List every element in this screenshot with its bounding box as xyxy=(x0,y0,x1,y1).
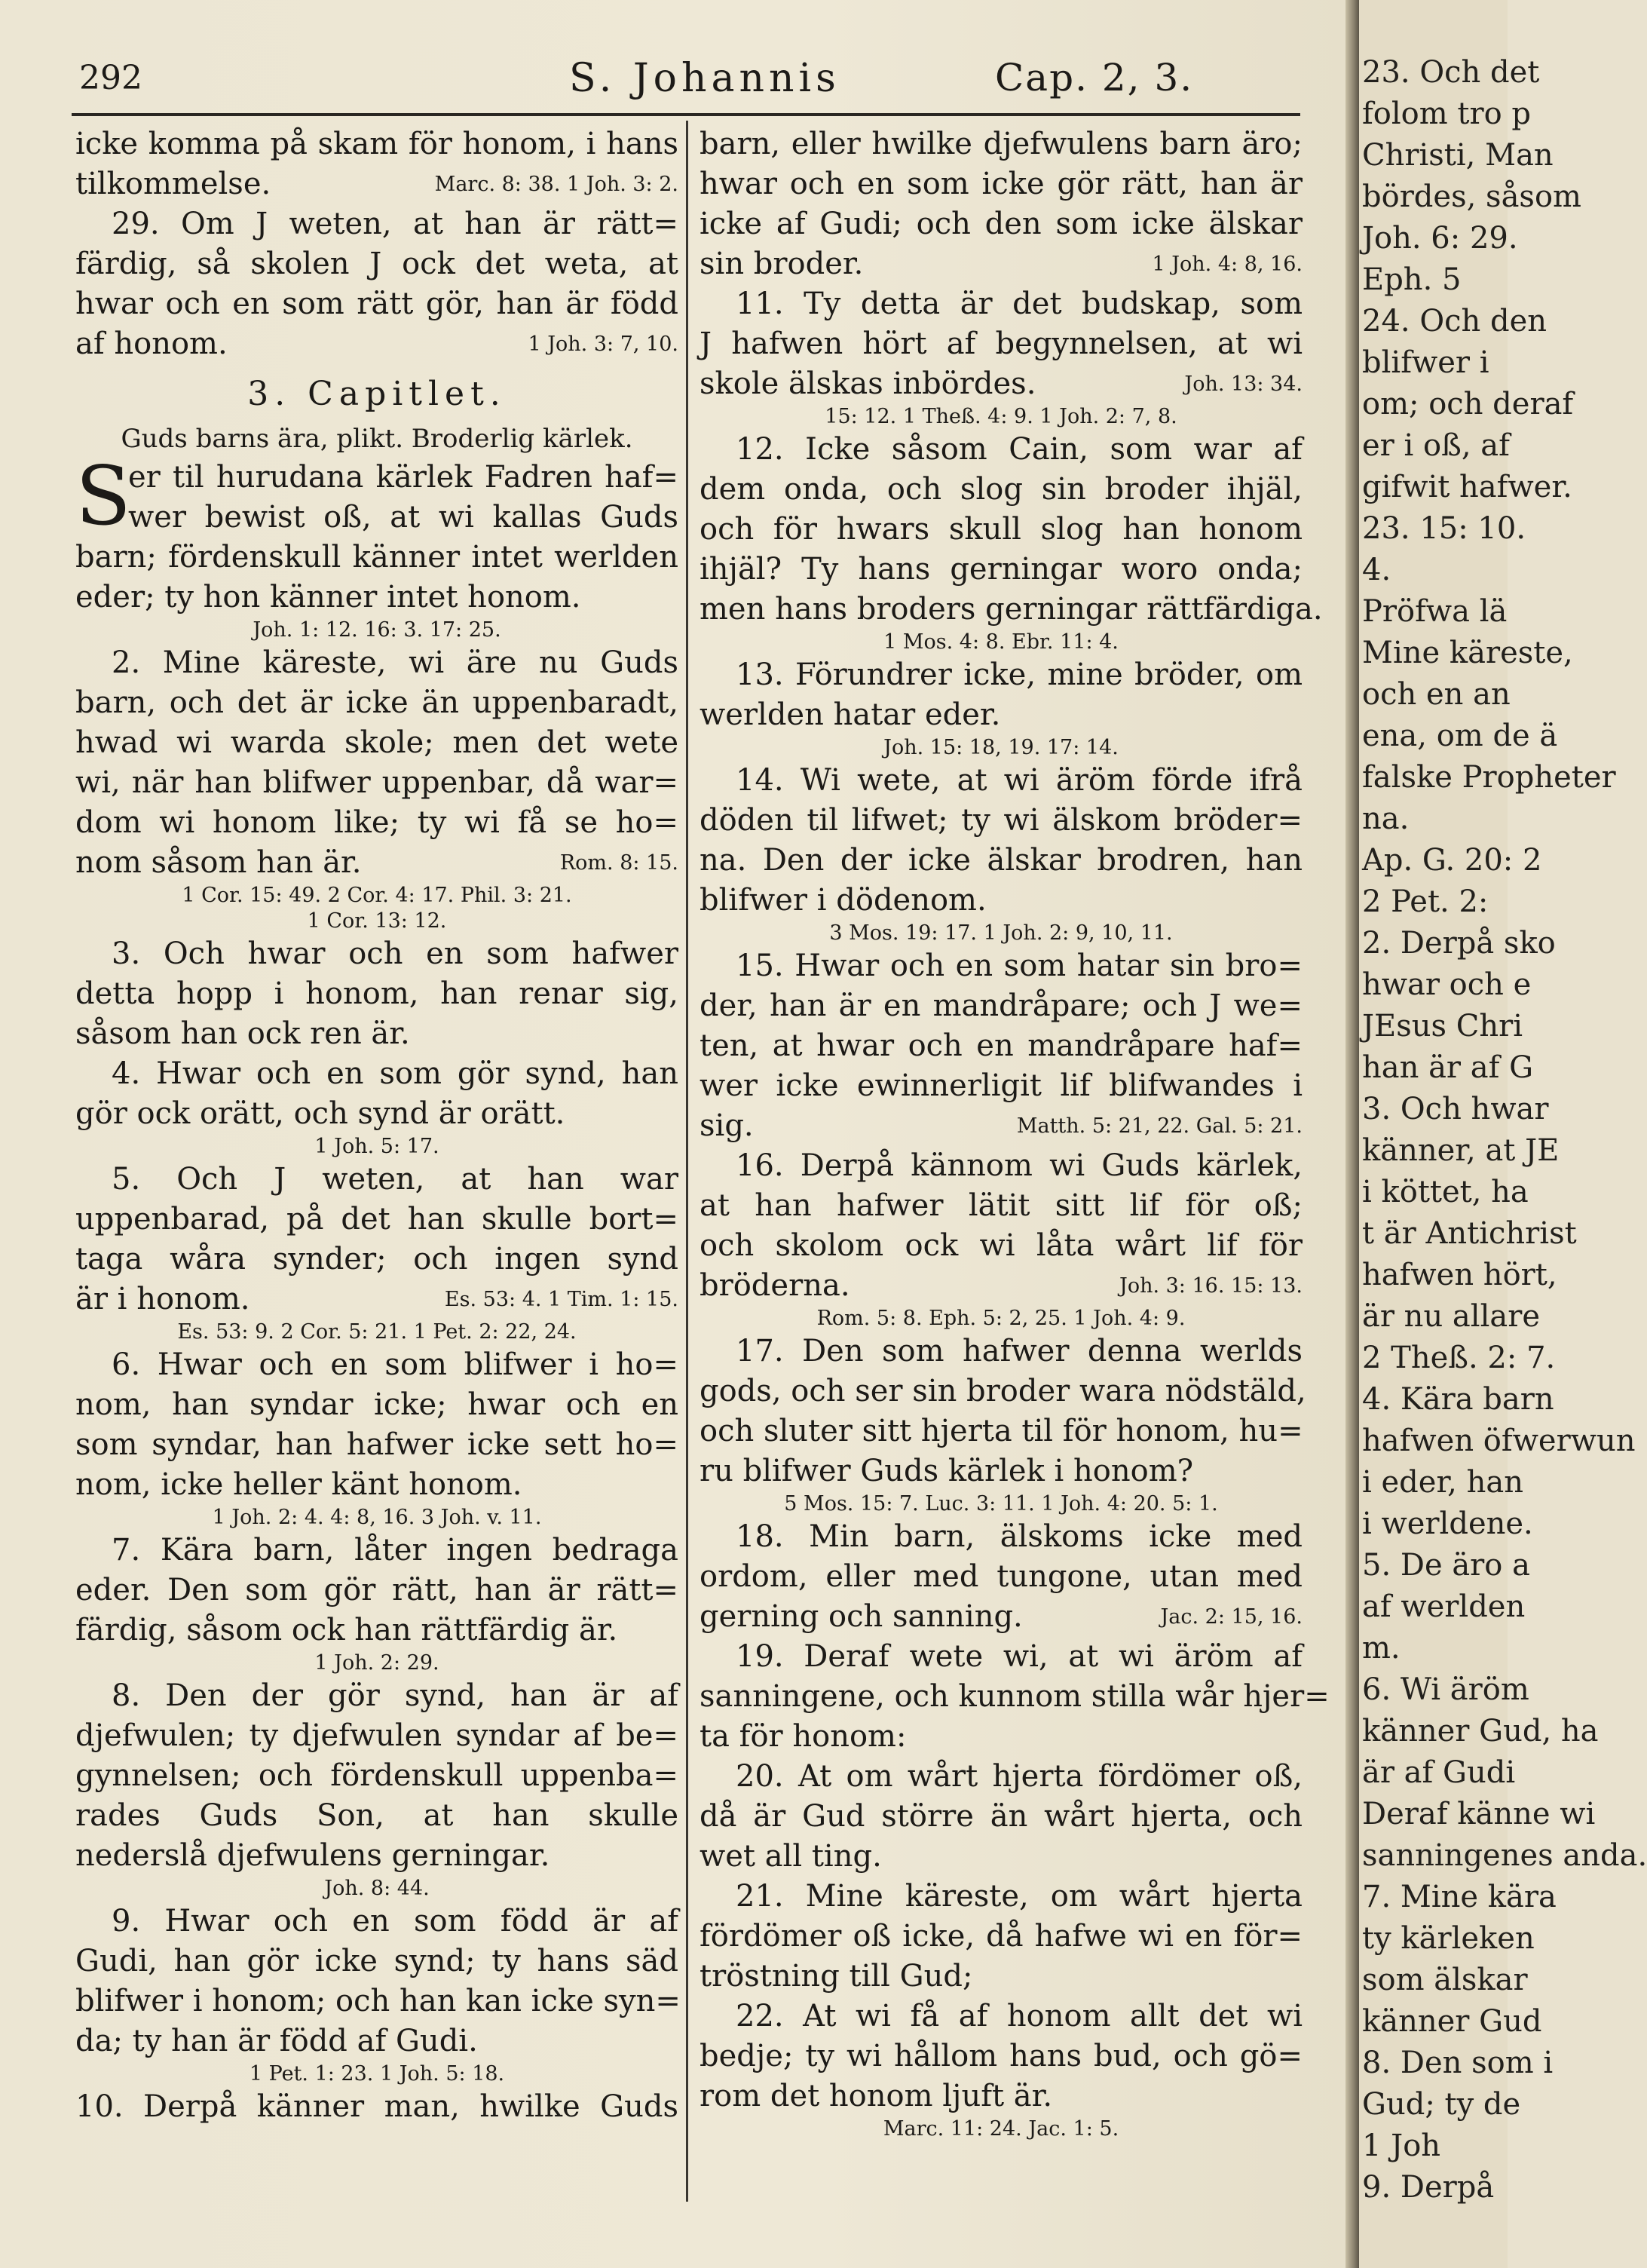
verse-20: 20. At om wårt hjerta fördömer oß, xyxy=(736,1759,1303,1794)
adjacent-page-line: na. xyxy=(1362,801,1410,836)
verse-10: 10. Derpå känner man, hwilke Guds xyxy=(75,2089,678,2124)
text-line: icke af Gudi; och den som icke älskar xyxy=(700,207,1303,241)
verse-reference: 3 Mos. 19: 17. 1 Joh. 2: 9, 10, 11. xyxy=(829,921,1173,945)
text-line: wer bewist oß, at wi kallas Guds xyxy=(128,500,678,535)
adjacent-page-line: folom tro p xyxy=(1362,97,1532,131)
text-line: at han hafwer lätit sitt lif för oß; xyxy=(700,1188,1303,1223)
verse-reference: Matth. 5: 21, 22. Gal. 5: 21. xyxy=(1016,1114,1303,1138)
text-line xyxy=(75,843,678,883)
adjacent-page-line: 2 Pet. 2: xyxy=(1362,884,1489,919)
adjacent-page-line: Pröfwa lä xyxy=(1362,594,1508,629)
text-line: nom, icke heller känt honom. xyxy=(75,1467,522,1502)
verse-reference: 1 Joh. 3: 7, 10. xyxy=(528,333,678,356)
text-line: färdig, så skolen J ock det weta, at xyxy=(75,247,678,281)
text-line: barn, och det är icke än uppenbaradt, xyxy=(75,685,678,720)
adjacent-page-line: känner Gud, ha xyxy=(1362,1714,1599,1749)
text-line: fördömer oß icke, då hafwe wi en för= xyxy=(700,1919,1303,1954)
text-line: då är Gud större än wårt hjerta, och xyxy=(700,1799,1303,1834)
adjacent-page-line: sanningenes anda. xyxy=(1362,1838,1647,1873)
text-line xyxy=(75,324,678,364)
drop-cap: S xyxy=(75,449,131,544)
verse-3: 3. Och hwar och en som hafwer xyxy=(112,936,678,971)
text-line: gynnelsen; och fördenskull uppenba= xyxy=(75,1758,678,1793)
text-line: der, han är en mandråpare; och J we= xyxy=(700,988,1303,1023)
adjacent-page-line: blifwer i xyxy=(1362,345,1489,380)
page-gutter-edge xyxy=(1345,0,1359,2268)
adjacent-page-line: 6. Wi äröm xyxy=(1362,1672,1529,1707)
text-line: gör ock orätt, och synd är orätt. xyxy=(75,1096,565,1131)
verse-reference: Rom. 5: 8. Eph. 5: 2, 25. 1 Joh. 4: 9. xyxy=(816,1307,1186,1330)
text-line: er til hurudana kärlek Fadren haf= xyxy=(128,460,678,495)
verse-reference: Marc. 8: 38. 1 Joh. 3: 2. xyxy=(434,173,678,196)
adjacent-page-line: i eder, han xyxy=(1362,1465,1523,1500)
chapter-title: 3. Capitlet. xyxy=(247,375,507,413)
verse-reference: Marc. 11: 24. Jac. 1: 5. xyxy=(883,2117,1119,2141)
column-divider xyxy=(686,121,688,2202)
text-line: wi, när han blifwer uppenbar, då war= xyxy=(75,765,678,800)
verse-11: 11. Ty detta är det budskap, som xyxy=(736,287,1303,321)
text-line: barn; fördenskull känner intet werlden xyxy=(75,540,678,575)
text-line: wer icke ewinnerligit lif blifwandes i xyxy=(700,1068,1303,1103)
chapter-summary: Guds barns ära, plikt. Broderlig kärlek. xyxy=(121,424,633,454)
verse-reference: 1 Mos. 4: 8. Ebr. 11: 4. xyxy=(883,630,1119,654)
verse-4: 4. Hwar och en som gör synd, han xyxy=(112,1056,678,1091)
verse-12: 12. Icke såsom Cain, som war af xyxy=(736,432,1303,467)
text-line: hwar och en som icke gör rätt, han är xyxy=(700,167,1303,201)
verse-reference: 1 Joh. 2: 4. 4: 8, 16. 3 Joh. v. 11. xyxy=(212,1506,542,1529)
adjacent-page-line: om; och deraf xyxy=(1362,387,1574,421)
page-number: 292 xyxy=(79,59,142,97)
text-line: wet all ting. xyxy=(700,1839,882,1874)
adjacent-page-line: Gud; ty de xyxy=(1362,2087,1521,2122)
text-line: tröstning till Gud; xyxy=(700,1959,973,1994)
text-line: och skolom ock wi låta wårt lif för xyxy=(700,1228,1303,1263)
adjacent-page-line: Eph. 5 xyxy=(1362,262,1462,297)
text-line: såsom han ock ren är. xyxy=(75,1016,410,1051)
text-line: da; ty han är född af Gudi. xyxy=(75,2024,478,2058)
verse-reference: 15: 12. 1 Theß. 4: 9. 1 Joh. 2: 7, 8. xyxy=(825,405,1177,428)
text-line: icke komma på skam för honom, i hans xyxy=(75,127,678,161)
adjacent-page-line: af werlden xyxy=(1362,1589,1526,1624)
adjacent-page-line: hwar och e xyxy=(1362,967,1532,1002)
text-line: som syndar, han hafwer icke sett ho= xyxy=(75,1427,678,1462)
adjacent-page-line: 3. Och hwar xyxy=(1362,1092,1549,1126)
adjacent-page-line: Joh. 6: 29. xyxy=(1362,221,1518,256)
verse-15: 15. Hwar och en som hatar sin bro= xyxy=(736,949,1303,983)
verse-16: 16. Derpå kännom wi Guds kärlek, xyxy=(736,1148,1303,1183)
adjacent-page-line: han är af G xyxy=(1362,1050,1534,1085)
verse-reference: Es. 53: 4. 1 Tim. 1: 15. xyxy=(444,1288,678,1311)
verse-reference: Rom. 8: 15. xyxy=(559,851,678,875)
text-fragment: sig. xyxy=(700,1108,754,1143)
text-line: eder. Den som gör rätt, han är rätt= xyxy=(75,1573,678,1608)
text-line: ordom, eller med tungone, utan med xyxy=(700,1559,1303,1594)
text-line: detta hopp i honom, han renar sig, xyxy=(75,976,678,1011)
verse-29: 29. Om J weten, at han är rätt= xyxy=(112,207,678,241)
verse-reference: 1 Pet. 1: 23. 1 Joh. 5: 18. xyxy=(249,2062,505,2086)
text-line: barn, eller hwilke djefwulens barn äro; xyxy=(700,127,1303,161)
adjacent-page-line: 23. 15: 10. xyxy=(1362,511,1526,546)
verse-7: 7. Kära barn, låter ingen bedraga xyxy=(112,1533,678,1568)
adjacent-page-line: ena, om de ä xyxy=(1362,719,1558,753)
text-line: ihjäl? Ty hans gerningar woro onda; xyxy=(700,552,1303,587)
verse-reference: Jac. 2: 15, 16. xyxy=(1160,1605,1303,1629)
adjacent-page-line: 2. Derpå sko xyxy=(1362,926,1556,961)
text-fragment: sin broder. xyxy=(700,247,864,281)
text-line: och sluter sitt hjerta til för honom, hu= xyxy=(700,1414,1303,1448)
text-line xyxy=(700,364,1303,404)
text-line: blifwer i dödenom. xyxy=(700,883,987,918)
adjacent-page-line: 7. Mine kära xyxy=(1362,1880,1557,1914)
text-line: dom wi honom like; ty wi få se ho= xyxy=(75,805,678,840)
verse-reference: 1 Joh. 2: 29. xyxy=(314,1651,439,1675)
adjacent-page-line: Mine käreste, xyxy=(1362,636,1573,670)
header-rule xyxy=(72,113,1300,116)
text-line xyxy=(700,1266,1303,1306)
adjacent-page-line: 8. Den som i xyxy=(1362,2046,1554,2080)
adjacent-page-line: 4. xyxy=(1362,553,1391,587)
text-line: werlden hatar eder. xyxy=(700,697,1001,732)
adjacent-page-line: 24. Och den xyxy=(1362,304,1548,339)
adjacent-page-line: 9. Derpå xyxy=(1362,2170,1495,2205)
verse-5: 5. Och J weten, at han war xyxy=(112,1162,678,1197)
text-line: uppenbarad, på det han skulle bort= xyxy=(75,1202,678,1237)
text-line: och för hwars skull slog han honom xyxy=(700,512,1303,547)
adjacent-page-line: 1 Joh xyxy=(1362,2129,1441,2163)
adjacent-page-line: är nu allare xyxy=(1362,1299,1540,1334)
verse-22: 22. At wi få af honom allt det wi xyxy=(736,1999,1303,2034)
verse-reference: 5 Mos. 15: 7. Luc. 3: 11. 1 Joh. 4: 20. 5: 1. xyxy=(784,1492,1218,1516)
adjacent-page-line: falske Propheter xyxy=(1362,760,1616,795)
adjacent-page-line: är af Gudi xyxy=(1362,1755,1516,1790)
text-fragment: nom såsom han är. xyxy=(75,845,362,880)
verse-reference: Es. 53: 9. 2 Cor. 5: 21. 1 Pet. 2: 22, 24. xyxy=(177,1320,577,1344)
verse-21: 21. Mine käreste, om wårt hjerta xyxy=(736,1879,1303,1914)
adjacent-page-line: m. xyxy=(1362,1631,1401,1666)
text-line: eder; ty hon känner intet honom. xyxy=(75,580,581,615)
text-line xyxy=(700,244,1303,284)
verse-reference: 1 Cor. 13: 12. xyxy=(307,909,447,933)
text-line: hwad wi warda skole; men det wete xyxy=(75,725,678,760)
adjacent-page-line: er i oß, af xyxy=(1362,428,1510,463)
text-line xyxy=(700,1106,1303,1146)
adjacent-page-line: 23. Och det xyxy=(1362,55,1540,90)
text-fragment: är i honom. xyxy=(75,1282,250,1316)
adjacent-page-line: bördes, såsom xyxy=(1362,179,1581,214)
right-column xyxy=(700,124,1330,2142)
text-fragment: af honom. xyxy=(75,326,228,361)
text-line: na. Den der icke älskar brodren, han xyxy=(700,843,1303,878)
text-line: gods, och ser sin broder wara nödstäld, xyxy=(700,1374,1306,1408)
text-fragment: bröderna. xyxy=(700,1268,850,1303)
text-line: nederslå djefwulens gerningar. xyxy=(75,1838,550,1873)
text-line: djefwulen; ty djefwulen syndar af be= xyxy=(75,1718,678,1753)
adjacent-page-line: i werldene. xyxy=(1362,1506,1533,1541)
text-line: sanningene, och kunnom stilla wår hjer= xyxy=(700,1679,1330,1714)
text-line: rom det honom ljuft är. xyxy=(700,2079,1053,2113)
adjacent-page-line: 2 Theß. 2: 7. xyxy=(1362,1341,1556,1375)
text-line: blifwer i honom; och han kan icke syn= xyxy=(75,1984,681,2018)
adjacent-page-line: ty kärleken xyxy=(1362,1921,1535,1956)
text-line: döden til lifwet; ty wi älskom bröder= xyxy=(700,803,1303,838)
adjacent-page-line: hafwen hört, xyxy=(1362,1258,1557,1292)
verse-reference: Joh. 3: 16. 15: 13. xyxy=(1119,1274,1303,1298)
text-line: rades Guds Son, at han skulle xyxy=(75,1798,678,1833)
adjacent-page-line: hafwen öfwerwun xyxy=(1362,1424,1636,1458)
text-line: J hafwen hört af begynnelsen, at wi xyxy=(700,326,1303,361)
text-line: ta för honom: xyxy=(700,1719,907,1754)
text-line: Gudi, han gör icke synd; ty hans säd xyxy=(75,1944,678,1978)
verse-2: 2. Mine käreste, wi äre nu Guds xyxy=(112,645,678,680)
verse-14: 14. Wi wete, at wi äröm förde ifrå xyxy=(736,763,1303,798)
text-line: ten, at hwar och en mandråpare haf= xyxy=(700,1028,1303,1063)
running-title: S. Johannis xyxy=(569,56,840,101)
verse-6: 6. Hwar och en som blifwer i ho= xyxy=(112,1347,678,1382)
text-line: ru blifwer Guds kärlek i honom? xyxy=(700,1454,1194,1488)
left-column xyxy=(75,124,681,2127)
adjacent-page-line: och en an xyxy=(1362,677,1511,712)
verse-reference: Joh. 13: 34. xyxy=(1184,372,1303,396)
verse-9: 9. Hwar och en som född är af xyxy=(112,1904,678,1939)
verse-1 xyxy=(75,449,678,544)
adjacent-page-line: Ap. G. 20: 2 xyxy=(1362,843,1542,878)
text-line: dem onda, och slog sin broder ihjäl, xyxy=(700,472,1303,507)
text-line: bedje; ty wi hållom hans bud, och gö= xyxy=(700,2039,1303,2073)
verse-reference: 1 Cor. 15: 49. 2 Cor. 4: 17. Phil. 3: 21. xyxy=(182,884,572,907)
verse-reference: Joh. 1: 12. 16: 3. 17: 25. xyxy=(253,618,501,642)
text-fragment: gerning och sanning. xyxy=(700,1599,1023,1634)
adjacent-page-line: känner, at JE xyxy=(1362,1133,1560,1168)
running-header xyxy=(72,53,1293,106)
verse-19: 19. Deraf wete wi, at wi äröm af xyxy=(736,1639,1303,1674)
adjacent-page-line: 5. De äro a xyxy=(1362,1548,1530,1583)
adjacent-page-line: JEsus Chri xyxy=(1362,1009,1523,1044)
verse-reference: Joh. 15: 18, 19. 17: 14. xyxy=(883,736,1119,759)
text-line: men hans broders gerningar rättfärdiga. xyxy=(700,592,1323,627)
verse-reference: 1 Joh. 5: 17. xyxy=(314,1135,439,1158)
adjacent-page-line: gifwit hafwer. xyxy=(1362,470,1572,504)
adjacent-page-line: 4. Kära barn xyxy=(1362,1382,1554,1417)
adjacent-page-line: som älskar xyxy=(1362,1963,1528,1997)
text-line: taga wåra synder; och ingen synd xyxy=(75,1242,678,1277)
adjacent-page-line: i köttet, ha xyxy=(1362,1175,1529,1209)
adjacent-page-line: t är Antichrist xyxy=(1362,1216,1577,1251)
verse-13: 13. Förundrer icke, mine bröder, om xyxy=(736,657,1303,692)
adjacent-page-line: Deraf känne wi xyxy=(1362,1797,1596,1831)
text-line xyxy=(700,1597,1303,1637)
verse-reference: 1 Joh. 4: 8, 16. xyxy=(1152,253,1303,276)
verse-18: 18. Min barn, älskoms icke med xyxy=(736,1519,1303,1554)
adjacent-page-line: känner Gud xyxy=(1362,2004,1542,2039)
adjacent-page-line: Christi, Man xyxy=(1362,138,1554,173)
text-line: nom, han syndar icke; hwar och en xyxy=(75,1387,678,1422)
verse-17: 17. Den som hafwer denna werlds xyxy=(736,1334,1303,1368)
text-line xyxy=(75,1280,678,1319)
verse-reference: Joh. 8: 44. xyxy=(324,1877,430,1900)
verse-8: 8. Den der gör synd, han är af xyxy=(112,1678,678,1713)
text-line xyxy=(75,164,678,204)
chapter-reference: Cap. 2, 3. xyxy=(995,56,1194,100)
text-line: hwar och en som rätt gör, han är född xyxy=(75,287,678,321)
adjacent-page-fragment xyxy=(1359,0,1647,2268)
text-fragment: skole älskas inbördes. xyxy=(700,366,1036,401)
text-line: färdig, såsom ock han rättfärdig är. xyxy=(75,1613,618,1647)
text-fragment: tilkommelse. xyxy=(75,167,271,201)
